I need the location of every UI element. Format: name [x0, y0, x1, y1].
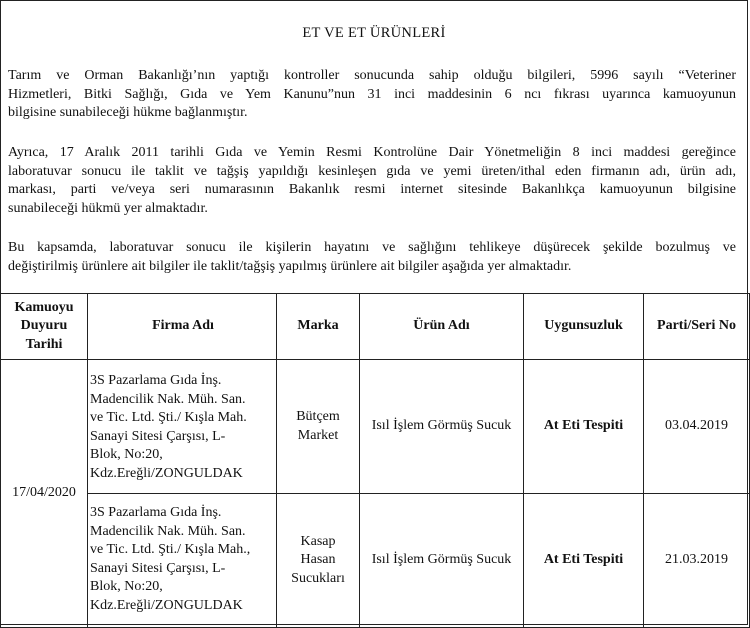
table-row: [1, 494, 750, 628]
brand-name: Bütçem Market: [277, 360, 360, 494]
paragraph-3: [8, 239, 736, 276]
paragraph-line: Ayrıca, 17 Aralık 2011 tarihli Gıda ve Yemin Resmi Kontrolüne Dair Yönetmeliğin 8 inci maddesi gereğince: [8, 145, 736, 160]
firm-name: 3S Pazarlama Gıda İnş. Madencilik Nak. Müh. San. ve Tic. Ltd. Şti./ Kışla Mah. Sanayi Sitesi Çarşısı, L- Blok, No:20, Kdz.Ereğli/ZONGULDAK: [88, 360, 277, 494]
firm-name: 3S Pazarlama Gıda İnş. Madencilik Nak. Müh. San. ve Tic. Ltd. Şti./ Kışla Mah., Sanayi Sitesi Çarşısı, L- Blok, No:20, Kdz.Ereğli/ZONGULDAK: [88, 494, 277, 628]
brand-name: Kasap Hasan Sucukları: [277, 494, 360, 628]
paragraph-line: laboratuvar sonucu ile taklit ve tağşiş yapıldığı kesinleşen gıda ve yemi üreten/ithal eden firmanın adı, ürün adı,: [8, 163, 736, 179]
nonconformity: At Eti Tespiti: [524, 360, 644, 494]
product-name: Isıl İşlem Görmüş Sucuk: [360, 494, 524, 628]
paragraph-line: markası, parti ve/veya seri numarasının Bakanlık resmi internet sitesinde Bakanlıkça kamuoyunun bilgisine: [8, 182, 736, 197]
paragraph-1: [8, 67, 736, 123]
announcement-date: 17/04/2020: [1, 360, 88, 628]
paragraph-line: değiştirilmiş ürünlere ait bilgiler ile taklit/tağşiş yapılmış ürünlere ait bilgiler aşağıda yer almaktadır.: [8, 258, 572, 274]
paragraph-line: Bu kapsamda, laboratuvar sonucu ile kişilerin hayatını ve sağlığını tehlikeye düşürecek şekilde bozulmuş ve: [8, 240, 736, 255]
batch-number: 21.03.2019: [644, 494, 750, 628]
header-date: Kamuoyu Duyuru Tarihi: [1, 294, 88, 360]
document-title: ET VE ET ÜRÜNLERİ: [302, 25, 446, 41]
header-batch: Parti/Seri No: [644, 294, 750, 360]
header-issue: Uygunsuzluk: [524, 294, 644, 360]
product-name: Isıl İşlem Görmüş Sucuk: [360, 360, 524, 494]
paragraph-line: sunabileceği hükmü yer almaktadır.: [8, 200, 208, 216]
nonconformity: At Eti Tespiti: [524, 494, 644, 628]
paragraph-line: Hizmetleri, Bitki Sağlığı, Gıda ve Yem Kanunu”nun 31 inci maddesinin 6 ncı fıkrası uyarınca kamuoyunun: [8, 86, 736, 102]
paragraph-line: bilgisine sunabileceği hükme bağlanmıştır.: [8, 105, 248, 120]
header-product: Ürün Adı: [360, 294, 524, 360]
header-firm: Firma Adı: [88, 294, 277, 360]
product-table: [0, 293, 750, 628]
header-brand: Marka: [277, 294, 360, 360]
paragraph-2: [8, 144, 736, 218]
table-row: [1, 360, 750, 494]
paragraph-line: Tarım ve Orman Bakanlığı’nın yaptığı kontroller sonucunda sahip olduğu bilgileri, 5996 sayılı “Veteriner: [8, 68, 736, 83]
table-header-row: [1, 294, 750, 360]
batch-number: 03.04.2019: [644, 360, 750, 494]
